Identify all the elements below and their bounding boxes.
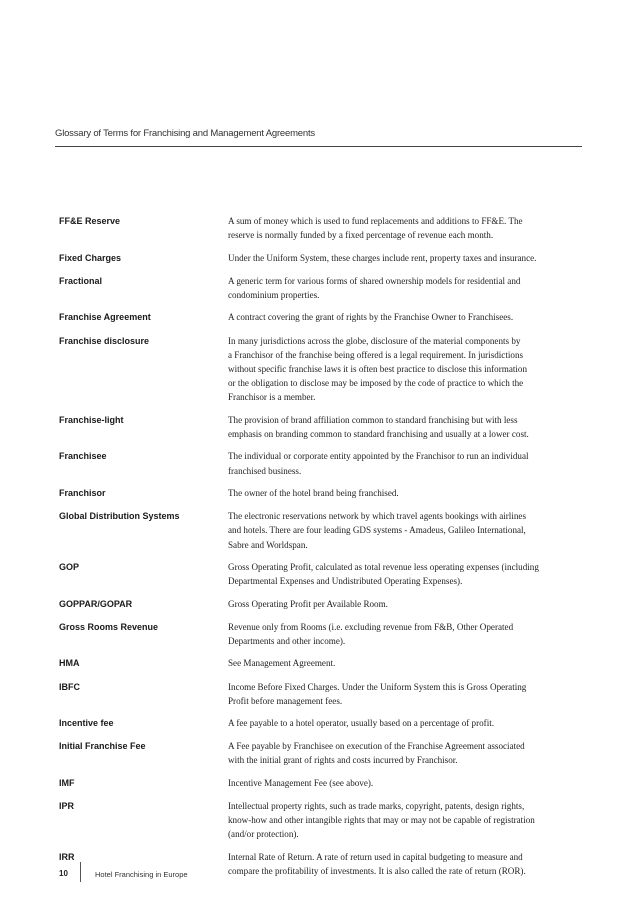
glossary-entry bbox=[59, 680, 589, 708]
glossary-term: IRR bbox=[59, 851, 75, 862]
glossary-definition bbox=[228, 274, 589, 302]
glossary-definition bbox=[228, 334, 589, 405]
definition-line: know-how and other intangible rights that may or may not be capable of registration bbox=[228, 815, 535, 826]
definition-line: Departments and other income). bbox=[228, 635, 346, 646]
glossary-term: HMA bbox=[59, 658, 80, 669]
glossary-entry bbox=[59, 449, 589, 477]
definition-line: reserve is normally funded by a fixed percentage of revenue each month. bbox=[228, 230, 494, 241]
definition-line: A fee payable to a hotel operator, usually based on a percentage of profit. bbox=[228, 718, 495, 729]
definition-line: Income Before Fixed Charges. Under the Uniform System this is Gross Operating bbox=[228, 681, 527, 692]
definition-line: Intellectual property rights, such as trade marks, copyright, patents, design rights, bbox=[228, 801, 525, 812]
definition-line: Incentive Management Fee (see above). bbox=[228, 777, 374, 788]
glossary-definition bbox=[228, 560, 589, 588]
glossary-entry bbox=[59, 620, 589, 648]
glossary-definition bbox=[228, 597, 589, 611]
glossary-entry bbox=[59, 274, 589, 302]
definition-line: See Management Agreement. bbox=[228, 658, 336, 669]
glossary-entry bbox=[59, 509, 589, 552]
glossary-term: Franchisee bbox=[59, 451, 107, 462]
glossary-term: Global Distribution Systems bbox=[59, 511, 180, 522]
definition-line: Profit before management fees. bbox=[228, 695, 343, 706]
definition-line: Internal Rate of Return. A rate of return used in capital budgeting to measure and bbox=[228, 851, 523, 862]
glossary-definition bbox=[228, 449, 589, 477]
definition-line: The electronic reservations network by which travel agents bookings with airlines bbox=[228, 511, 526, 522]
glossary-definition bbox=[228, 776, 589, 790]
definition-line: Under the Uniform System, these charges include rent, property taxes and insurance. bbox=[228, 252, 537, 263]
definition-line: The provision of brand affiliation common to standard franchising but with less bbox=[228, 414, 518, 425]
glossary-term: Fractional bbox=[59, 275, 103, 286]
definition-line: A generic term for various forms of shared ownership models for residential and bbox=[228, 275, 521, 286]
definition-line: The individual or corporate entity appointed by the Franchisor to run an individual bbox=[228, 451, 529, 462]
page-footer bbox=[59, 862, 359, 882]
glossary-definition bbox=[228, 739, 589, 767]
glossary-term: Franchisor bbox=[59, 487, 106, 498]
definition-line: Franchisor is a member. bbox=[228, 392, 316, 403]
definition-line: compare the profitability of investments. It is also called the rate of return (ROR). bbox=[228, 866, 526, 877]
glossary-term: GOP bbox=[59, 561, 80, 572]
footer-title: Hotel Franchising in Europe bbox=[95, 870, 188, 879]
glossary-entry bbox=[59, 597, 589, 612]
definition-line: condominium properties. bbox=[228, 289, 320, 300]
footer-divider bbox=[80, 862, 81, 882]
glossary-term: Initial Franchise Fee bbox=[59, 741, 146, 752]
glossary-term: GOPPAR/GOPAR bbox=[59, 598, 133, 609]
glossary-entry bbox=[59, 310, 589, 325]
glossary-definition bbox=[228, 509, 589, 552]
definition-line: franchised business. bbox=[228, 465, 302, 476]
glossary-entry bbox=[59, 799, 589, 842]
glossary-term: FF&E Reserve bbox=[59, 216, 121, 226]
glossary-entry bbox=[59, 776, 589, 791]
glossary-entry bbox=[59, 656, 589, 671]
definition-line: Gross Operating Profit per Available Room. bbox=[228, 598, 388, 609]
definition-line: a Franchisor of the franchise being offered is a legal requirement. In jurisdictions bbox=[228, 349, 524, 360]
definition-line: A Fee payable by Franchisee on execution of the Franchise Agreement associated bbox=[228, 741, 525, 752]
glossary-term: IBFC bbox=[59, 681, 80, 692]
definition-line: Revenue only from Rooms (i.e. excluding revenue from F&B, Other Operated bbox=[228, 621, 514, 632]
glossary-definition bbox=[228, 620, 589, 648]
glossary-term: IMF bbox=[59, 777, 75, 788]
definition-line: and hotels. There are four leading GDS systems - Amadeus, Galileo International, bbox=[228, 525, 526, 536]
glossary-term: IPR bbox=[59, 801, 75, 812]
glossary-term: Franchise-light bbox=[59, 414, 124, 425]
page-title: Glossary of Terms for Franchising and Management Agreements bbox=[55, 128, 315, 139]
definition-line: (and/or protection). bbox=[228, 829, 299, 840]
definition-line: Departmental Expenses and Undistributed Operating Expenses). bbox=[228, 576, 463, 587]
glossary-entry bbox=[59, 739, 589, 767]
glossary-term: Franchise disclosure bbox=[59, 335, 150, 346]
glossary-entry bbox=[59, 716, 589, 731]
definition-line: In many jurisdictions across the globe, disclosure of the material components by bbox=[228, 335, 521, 346]
glossary-entry bbox=[59, 486, 589, 501]
glossary-definition bbox=[228, 656, 589, 670]
glossary-term: Franchise Agreement bbox=[59, 312, 151, 323]
page-number: 10 bbox=[59, 869, 68, 878]
glossary-term: Fixed Charges bbox=[59, 252, 122, 263]
glossary-definition bbox=[228, 413, 589, 441]
glossary-entry bbox=[59, 560, 589, 588]
definition-line: Sabre and Worldspan. bbox=[228, 539, 308, 550]
glossary-entry bbox=[59, 251, 589, 266]
glossary-definition bbox=[228, 310, 589, 324]
glossary-definition bbox=[228, 214, 589, 242]
definition-line: A sum of money which is used to fund replacements and additions to FF&E. The bbox=[228, 216, 523, 226]
definition-line: The owner of the hotel brand being franchised. bbox=[228, 487, 399, 498]
definition-line: A contract covering the grant of rights by the Franchise Owner to Franchisees. bbox=[228, 312, 514, 323]
definition-line: without specific franchise laws it is often best practice to disclose this information bbox=[228, 363, 528, 374]
glossary-term: Incentive fee bbox=[59, 718, 114, 729]
glossary-definition bbox=[228, 680, 589, 708]
definition-line: Gross Operating Profit, calculated as total revenue less operating expenses (including bbox=[228, 561, 539, 572]
glossary-definition bbox=[228, 486, 589, 500]
glossary-entry bbox=[59, 334, 589, 405]
glossary-definition bbox=[228, 716, 589, 730]
definition-line: or the obligation to disclose may be imposed by the code of practice to which the bbox=[228, 378, 524, 389]
definition-line: emphasis on branding common to standard franchising and usually at a lower cost. bbox=[228, 428, 529, 439]
glossary-entry bbox=[59, 413, 589, 441]
glossary-entry bbox=[59, 214, 589, 242]
glossary-term: Gross Rooms Revenue bbox=[59, 621, 159, 632]
glossary-list bbox=[59, 214, 589, 878]
page-header bbox=[55, 126, 582, 147]
glossary-definition bbox=[228, 251, 589, 265]
definition-line: with the initial grant of rights and costs incurred by Franchisor. bbox=[228, 755, 458, 766]
glossary-definition bbox=[228, 799, 589, 842]
